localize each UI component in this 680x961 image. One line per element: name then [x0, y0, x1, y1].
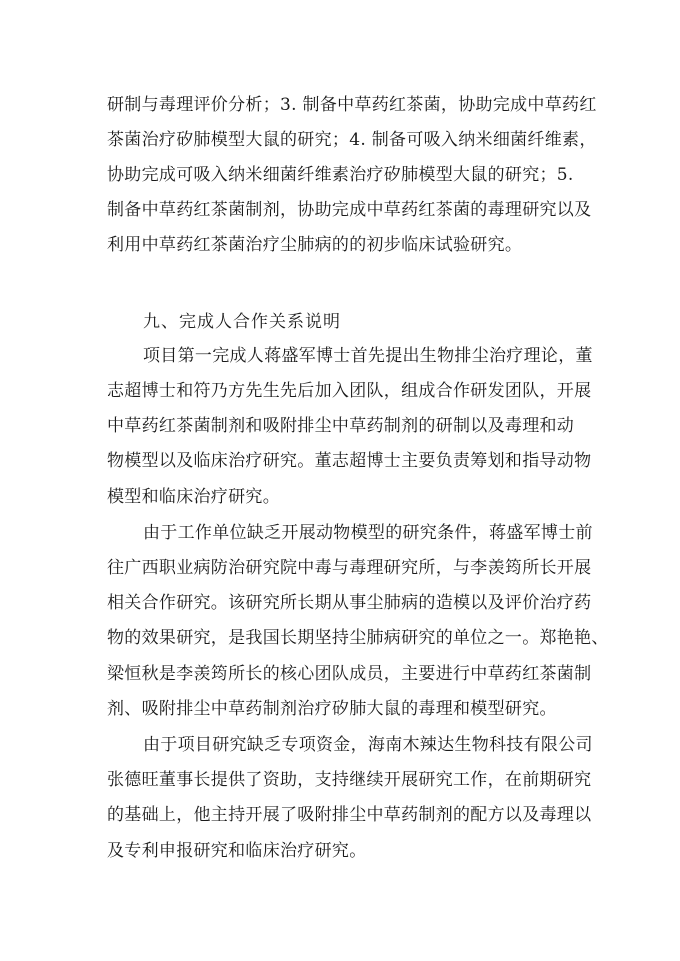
- paragraph-first-line: 项目第一完成人蒋盛军博士首先提出生物排尘治疗理论，董: [143, 346, 593, 366]
- paragraph-first-line: 由于项目研究缺乏专项资金，海南木辣达生物科技有限公司: [143, 735, 593, 755]
- text-line: 茶菌治疗矽肺模型大鼠的研究；4. 制备可吸入纳米细菌纤维素，: [107, 130, 597, 150]
- text-line: 物模型以及临床治疗研究。董志超博士主要负责筹划和指导动物: [107, 451, 592, 471]
- text-line: 物的效果研究，是我国长期坚持尘肺病研究的单位之一。郑艳艳、: [107, 628, 609, 648]
- text-line: 协助完成可吸入纳米细菌纤维素治疗矽肺模型大鼠的研究；5.: [107, 165, 574, 185]
- paragraph-first-line: 由于工作单位缺乏开展动物模型的研究条件，蒋盛军博士前: [143, 523, 593, 543]
- text-line: 中草药红茶菌制剂和吸附排尘中草药制剂的研制以及毒理和动: [107, 416, 575, 436]
- text-line: 梁恒秋是李羡筠所长的核心团队成员，主要进行中草药红茶菌制: [107, 664, 592, 684]
- text-line: 往广西职业病防治研究院中毒与毒理研究所，与李羡筠所长开展: [107, 558, 592, 578]
- section-heading: 九、完成人合作关系说明: [143, 312, 341, 332]
- text-line: 研制与毒理评价分析；3. 制备中草药红茶菌，协助完成中草药红: [107, 95, 597, 115]
- text-line: 模型和临床治疗研究。: [107, 487, 280, 507]
- text-line: 制备中草药红茶菌制剂，协助完成中草药红茶菌的毒理研究以及: [107, 200, 592, 220]
- text-line: 利用中草药红茶菌治疗尘肺病的的初步临床试验研究。: [107, 235, 523, 255]
- text-line: 的基础上，他主持开展了吸附排尘中草药制剂的配方以及毒理以: [107, 805, 592, 825]
- text-line: 相关合作研究。该研究所长期从事尘肺病的造模以及评价治疗药: [107, 593, 592, 613]
- text-line: 志超博士和符乃方先生先后加入团队，组成合作研发团队，开展: [107, 381, 592, 401]
- text-line: 及专利申报研究和临床治疗研究。: [107, 841, 367, 861]
- text-line: 张德旺董事长提供了资助，支持继续开展研究工作，在前期研究: [107, 770, 592, 790]
- text-line: 剂、吸附排尘中草药制剂治疗矽肺大鼠的毒理和模型研究。: [107, 699, 557, 719]
